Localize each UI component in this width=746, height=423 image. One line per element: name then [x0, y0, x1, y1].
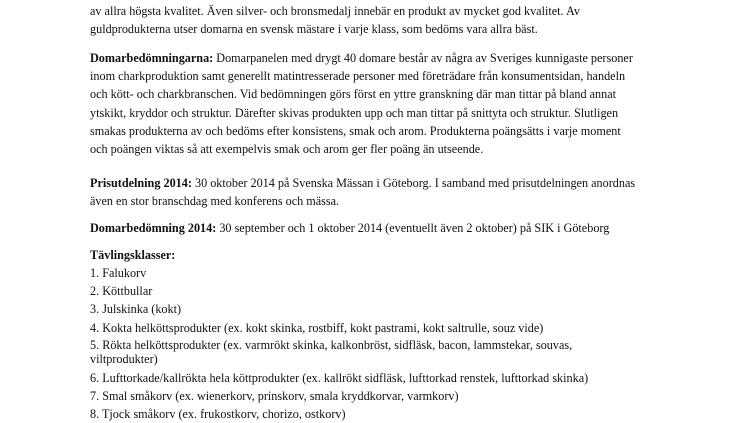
jury-paragraph [90, 49, 665, 158]
class-item: 2. Köttbullar [90, 284, 153, 299]
judging-line [90, 219, 665, 237]
judging-label: Domarbedömning 2014: [90, 221, 217, 235]
prize-text: 30 oktober 2014 på Svenska Mässan i Göteborg. I samband med prisutdelningen anordnas [191, 176, 636, 190]
intro-line: guldprodukterna utser domarna en svensk mästare i varje klass, som bedöms vara allra bäst. [90, 22, 538, 37]
class-item: 6. Lufttorkade/kallrökta hela köttprodukter (ex. kallrökt sidfläsk, lufttorkad renstek, lufttorkad skinka) [90, 370, 589, 385]
class-item: 8. Tjock småkorv (ex. frukostkorv, chorizo, ostkorv) [90, 407, 346, 422]
jury-line: och kött- och charkbranschen. Vid bedömningen görs först en yttre granskning där man tittar på bland annat [90, 87, 617, 102]
judging-paragraph [90, 219, 665, 237]
prize-line: även en stor branschdag med konferens och mässa. [90, 194, 340, 209]
jury-line: smakas produkterna av och bedöms efter konsistens, smak och arom. Produkterna poängsätts i varje moment [90, 123, 621, 138]
jury-line: ytskikt, kryddor och struktur. Därefter skivas produkten upp och man tittar på snittyta och struktur. Slutligen [90, 105, 619, 120]
jury-text: Domarpanelen med drygt 40 domare består av några av Sveriges kunnigaste personer [213, 51, 633, 65]
class-item: 7. Smal småkorv (ex. wienerkorv, prinskorv, smala kryddkorvar, varmkorv) [90, 389, 459, 404]
class-item: 4. Kokta helköttsprodukter (ex. kokt skinka, rostbiff, kokt pastrami, kokt saltrulle, souz vide) [90, 320, 544, 335]
jury-label: Domarbedömningarna: [90, 51, 214, 65]
intro-line: av allra högsta kvalitet. Även silver- och bronsmedalj innebär en produkt av mycket god kvalitet. Av [90, 4, 580, 18]
class-item: 3. Julskinka (kokt) [90, 302, 182, 317]
jury-line: inom charkproduktion samt generellt matintresserade personer med företrädare från konsumentsidan, handeln [90, 69, 626, 84]
judging-text: 30 september och 1 oktober 2014 (eventuellt även 2 oktober) på SIK i Göteborg [216, 221, 610, 235]
intro-paragraph [90, 2, 665, 38]
prize-label: Prisutdelning 2014: [90, 176, 192, 190]
prize-line [90, 174, 665, 192]
class-item: 5. Rökta helköttsprodukter (ex. varmrökt skinka, kalkonbröst, sidfläsk, bacon, lammstekar, souvas, viltprodukter) [90, 337, 573, 366]
jury-line: och poängen viktas så att exempelvis smak och arom ger fler poäng än utseende. [90, 142, 484, 157]
classes-heading: Tävlingsklasser: [90, 248, 176, 262]
classes-heading-block [90, 246, 665, 264]
jury-line [90, 49, 665, 67]
prize-paragraph [90, 174, 665, 210]
class-item: 1. Falukorv [90, 266, 147, 280]
classes-list [90, 264, 665, 423]
